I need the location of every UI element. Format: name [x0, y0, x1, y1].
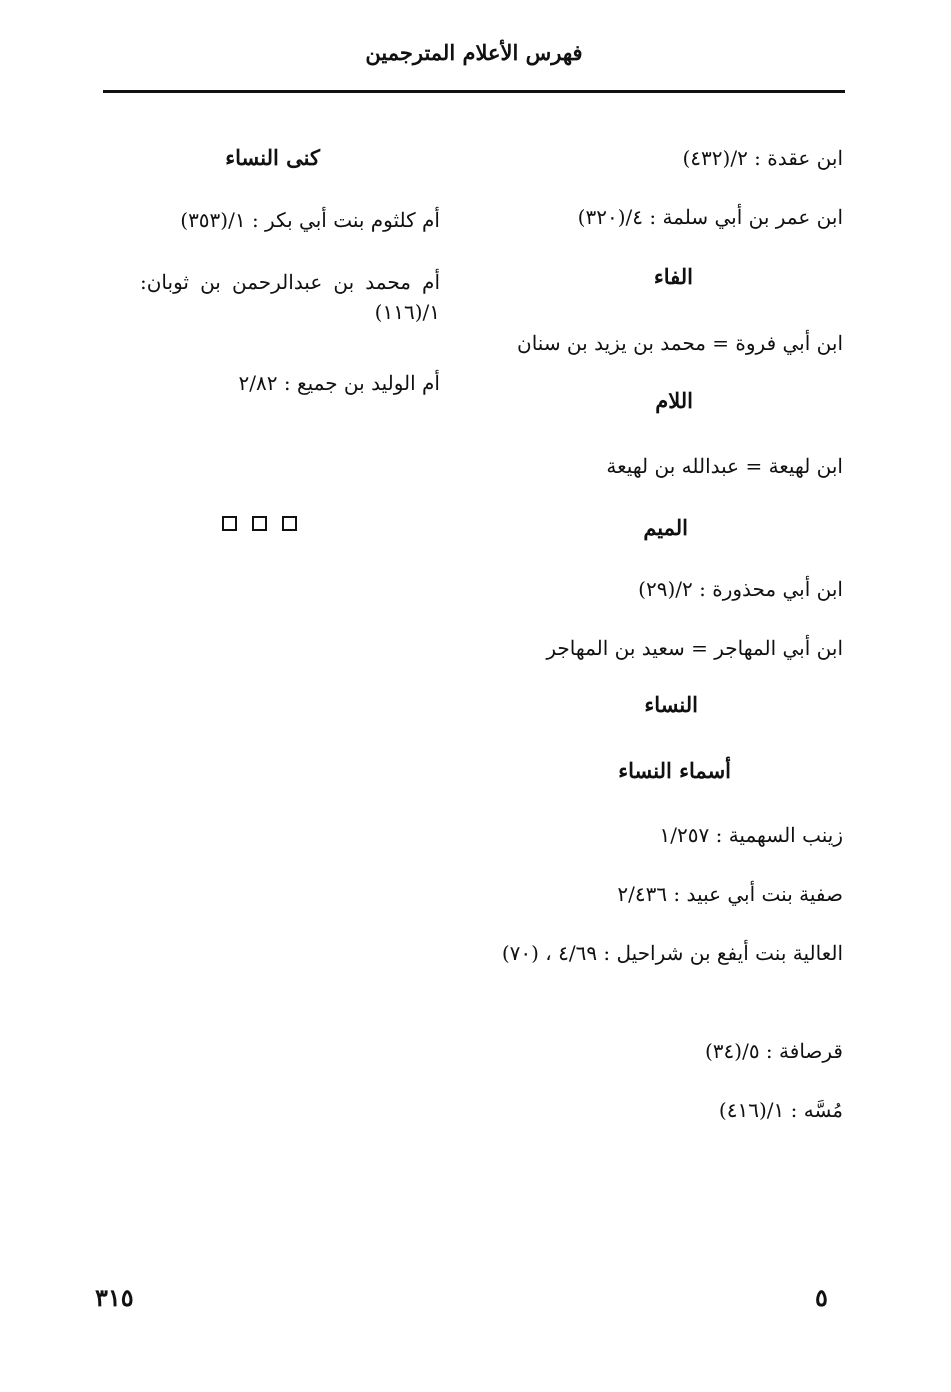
square-mark	[222, 516, 237, 531]
index-entry: قرصافة : ٥/(٣٤)	[704, 1039, 843, 1063]
section-heading-kuna-al-nisa: كنى النساء	[225, 145, 320, 170]
page-number: ٣١٥	[95, 1283, 134, 1312]
index-entry: ابن عمر بن أبي سلمة : ٤/(٣٢٠)	[577, 205, 843, 229]
square-mark	[252, 516, 267, 531]
index-entry: زينب السهمية : ١/٢٥٧	[659, 823, 843, 847]
section-heading-mim: الميم	[643, 515, 688, 540]
volume-number: ٥	[815, 1283, 828, 1312]
header-rule	[103, 90, 845, 93]
index-entry: أم كلثوم بنت أبي بكر : ١/(٣٥٣)	[180, 208, 440, 232]
index-entry: ابن أبي محذورة : ٢/(٢٩)	[638, 577, 843, 601]
end-of-section-marks	[222, 516, 297, 531]
index-entry: مُسَّه : ١/(٤١٦)	[718, 1098, 843, 1122]
index-entry: ابن عقدة : ٢/(٤٣٢)	[682, 146, 843, 170]
index-entry: ابن أبي المهاجر = سعيد بن المهاجر	[546, 636, 843, 660]
section-heading-asma-al-nisa: أسماء النساء	[618, 758, 731, 783]
section-heading-fa: الفاء	[653, 264, 693, 289]
index-entry: أم الوليد بن جميع : ٢/٨٢	[238, 371, 440, 395]
page-header: فهرس الأعلام المترجمين	[365, 40, 583, 65]
square-mark	[282, 516, 297, 531]
index-entry: ابن أبي فروة = محمد بن يزيد بن سنان	[517, 331, 843, 355]
index-entry: ابن لهيعة = عبدالله بن لهيعة	[606, 454, 843, 478]
index-entry: العالية بنت أيفع بن شراحيل : ٤/٦٩ ، (٧٠)	[501, 941, 843, 965]
index-entry: صفية بنت أبي عبيد : ٢/٤٣٦	[617, 882, 843, 906]
index-entry: أم محمد بن عبدالرحمن بن ثوبان: ١/(١١٦)	[140, 270, 440, 324]
section-heading-nisa: النساء	[644, 692, 698, 717]
section-heading-lam: اللام	[655, 388, 693, 413]
